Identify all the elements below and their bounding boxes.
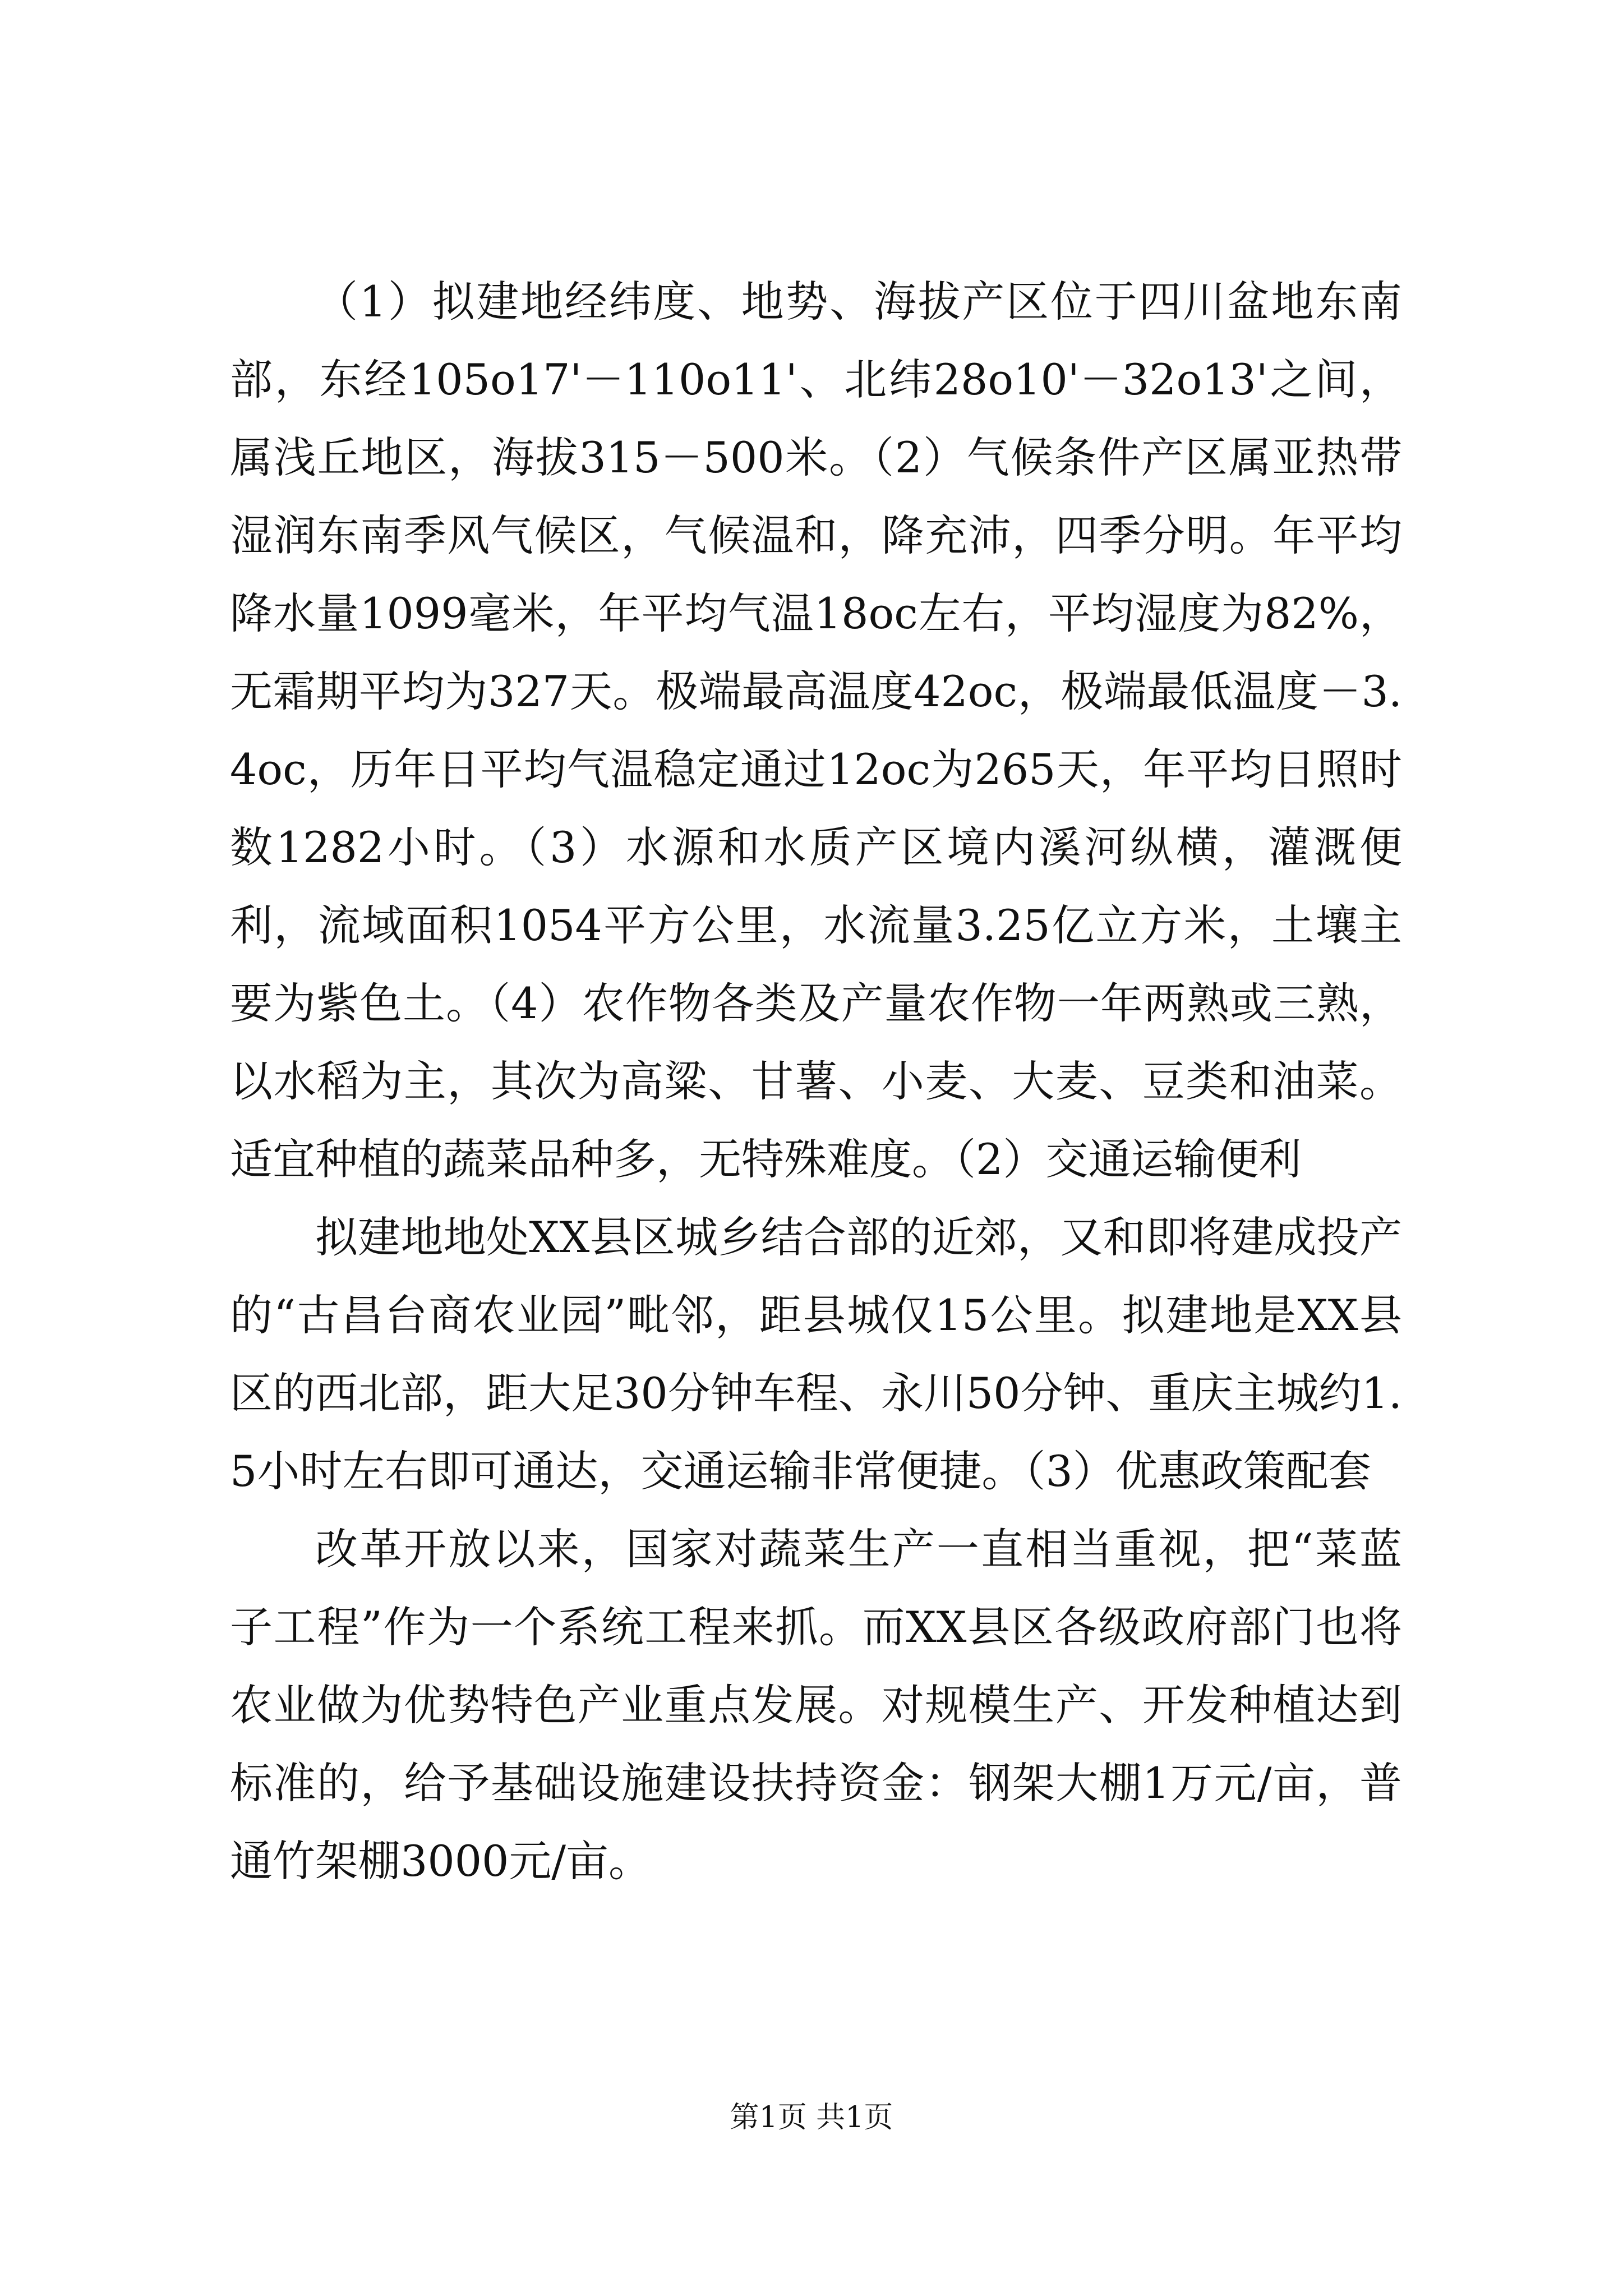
paragraph-site-conditions: （1）拟建地经纬度、地势、海拔产区位于四川盆地东南部，东经105o17'－110o11'、北纬28o10'－32o13'之间，属浅丘地区，海拔315－500米。（2）气候条件产区属亚热带湿润东南季风气候区，气候温和，降充沛，四季分明。年平均降水量1099毫米，年平均气温18oc左右，平均湿度为82%，无霜期平均为327天。极端最高温度42oc，极端最低温度－3.4oc，历年日平均气温稳定通过12oc为265天，年平均日照时数1282小时。（3）水源和水质产区境内溪河纵横，灌溉便利，流域面积1054平方公里，水流量3.25亿立方米，土壤主要为紫色土。（4）农作物各类及产量农作物一年两熟或三熟，以水稻为主，其次为高粱、甘薯、小麦、大麦、豆类和油菜。适宜种植的蔬菜品种多，无特殊难度。（2）交通运输便利 [230, 277, 1402, 1184]
paragraph-policy-support: 改革开放以来，国家对蔬菜生产一直相当重视，把“菜蓝子工程”作为一个系统工程来抓。而XX县区各级政府部门也将农业做为优势特色产业重点发展。对规模生产、开发种植达到标准的，给予基础设施建设扶持资金：钢架大棚1万元/亩，普通竹架棚3000元/亩。 [230, 1524, 1402, 1886]
document-body [230, 263, 1402, 1900]
paragraph-transportation: 拟建地地处XX县区城乡结合部的近郊，又和即将建成投产的“古昌台商农业园”毗邻，距县城仅15公里。拟建地是XX县区的西北部，距大足30分钟车程、永川50分钟、重庆主城约1.5小时左右即可通达，交通运输非常便捷。（3）优惠政策配套 [230, 1212, 1402, 1496]
page-footer: 第1页 共1页 [730, 2101, 893, 2134]
